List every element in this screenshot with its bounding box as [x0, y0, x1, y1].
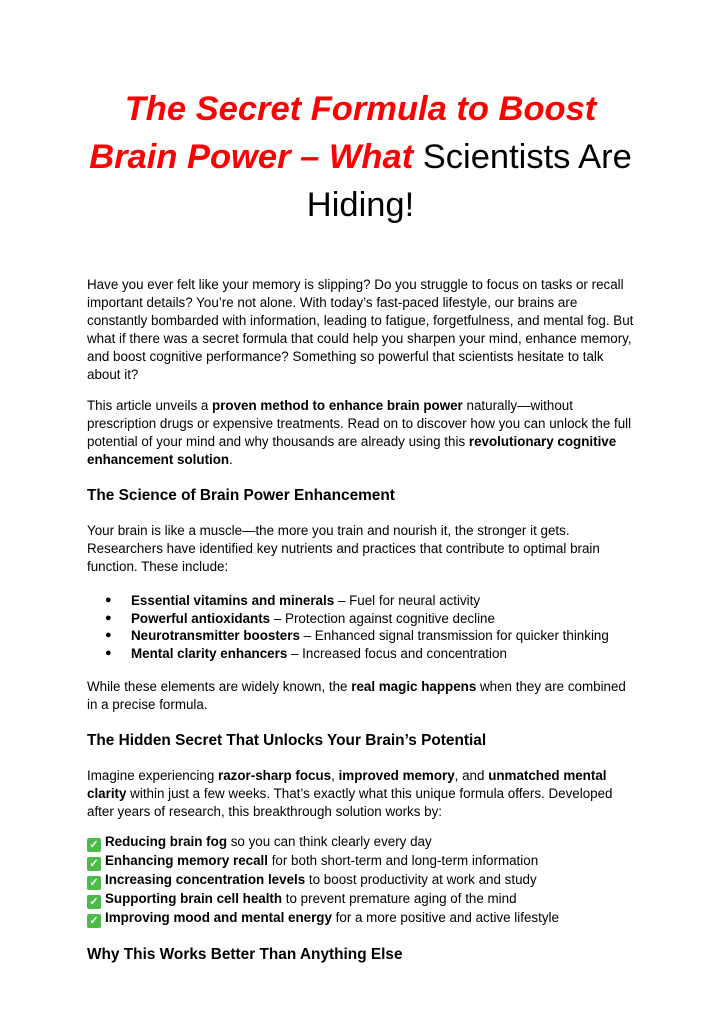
secret-heading: The Hidden Secret That Unlocks Your Brain’s Potential — [87, 732, 487, 750]
science-paragraph: Your brain is like a muscle—the more you train and nourish it, the stronger it gets. Researchers have identified key nutrients and practices that contribute to optimal brain function. These include: — [87, 523, 600, 574]
checkmark-icon: ✓ — [87, 914, 101, 928]
list-item — [87, 833, 634, 852]
bullet-icon: ● — [105, 594, 112, 606]
title-highlight: The Secret Formula to Boost Brain Power – What — [89, 90, 597, 176]
list-item — [87, 610, 634, 628]
list-item-text: – Protection against cognitive decline — [270, 610, 495, 626]
science-heading: The Science of Brain Power Enhancement — [87, 487, 395, 504]
intro-paragraph-1: Have you ever felt like your memory is slipping? Do you struggle to focus on tasks or recall important details? You’re not alone. With today’s fast-paced lifestyle, our brains are constantly bombarded with information, leading to fatigue, forgetfulness, and mental fog. But what if there was a secret formula that could help you sharpen your mind, enhance memory, and boost cognitive performance? Something so powerful that scientists hesitate to talk about it? — [87, 277, 634, 382]
title-rest: Scientists Are Hiding! — [306, 138, 632, 224]
list-item — [87, 871, 634, 890]
bullet-icon: ● — [105, 629, 112, 642]
nutrient-list — [87, 592, 634, 662]
list-item-text: – Increased focus and concentration — [287, 645, 507, 661]
secret-text-3: , and — [454, 768, 489, 784]
secret-text-1: Imagine experiencing — [87, 768, 219, 784]
page-title — [87, 0, 634, 229]
check-item-text: to boost productivity at work and study — [305, 872, 537, 888]
list-item — [87, 909, 634, 928]
list-item-bold: Powerful antioxidants — [131, 610, 271, 626]
checkmark-icon: ✓ — [87, 838, 101, 852]
list-item — [87, 592, 634, 610]
check-item-text: so you can think clearly every day — [227, 834, 432, 850]
check-item-text: to prevent premature aging of the mind — [282, 891, 517, 907]
list-item-bold: Essential vitamins and minerals — [131, 593, 335, 608]
bullet-icon: ● — [105, 611, 112, 624]
intro-text-1: This article unveils a — [87, 398, 213, 413]
check-item-bold: Reducing brain fog — [105, 834, 227, 850]
intro-text-3: . — [229, 452, 233, 467]
secret-bold-2: improved memory — [338, 768, 455, 784]
science-closing-paragraph — [87, 678, 634, 714]
list-item-text: – Enhanced signal transmission for quicker thinking — [299, 628, 609, 644]
intro-bold-1: proven method to enhance brain power — [212, 398, 463, 413]
check-item-text: for both short-term and long-term information — [267, 853, 539, 869]
intro-paragraph-2 — [87, 397, 634, 469]
why-heading: Why This Works Better Than Anything Else — [87, 946, 403, 964]
list-item-text: – Fuel for neural activity — [334, 593, 481, 608]
list-item — [87, 627, 634, 645]
list-item — [87, 890, 634, 909]
checkmark-icon: ✓ — [87, 876, 101, 890]
list-item — [87, 852, 634, 871]
bullet-icon: ● — [105, 646, 112, 659]
list-item-bold: Neurotransmitter boosters — [131, 628, 300, 644]
check-item-text: for a more positive and active lifestyle — [331, 910, 559, 926]
secret-bold-3: unmatched mental clarity — [87, 768, 607, 802]
checkmark-icon: ✓ — [87, 895, 101, 909]
check-item-bold: Improving mood and mental energy — [105, 910, 332, 926]
list-item — [87, 645, 634, 663]
list-item-bold: Mental clarity enhancers — [131, 645, 288, 661]
benefits-checklist — [87, 833, 634, 928]
check-item-bold: Enhancing memory recall — [105, 853, 268, 869]
secret-text-2: , — [331, 768, 339, 784]
closing-text-1: While these elements are widely known, the — [87, 679, 352, 695]
secret-text-4: within just a few weeks. That’s exactly what this unique formula offers. Developed after years of research, this breakthrough solution works by: — [87, 786, 613, 820]
intro-text-2: naturally—without prescription drugs or expensive treatments. Read on to discover how you can unlock the full potential of your mind and why thousands are already using this — [87, 398, 632, 449]
check-item-bold: Increasing concentration levels — [105, 872, 306, 888]
secret-paragraph — [87, 767, 634, 821]
secret-bold-1: razor-sharp focus — [218, 768, 332, 784]
closing-text-2: when they are combined in a precise formula. — [87, 679, 626, 713]
checkmark-icon: ✓ — [87, 857, 101, 871]
intro-bold-2: revolutionary cognitive enhancement solution — [87, 434, 617, 467]
closing-bold: real magic happens — [351, 679, 477, 695]
check-item-bold: Supporting brain cell health — [105, 891, 283, 907]
